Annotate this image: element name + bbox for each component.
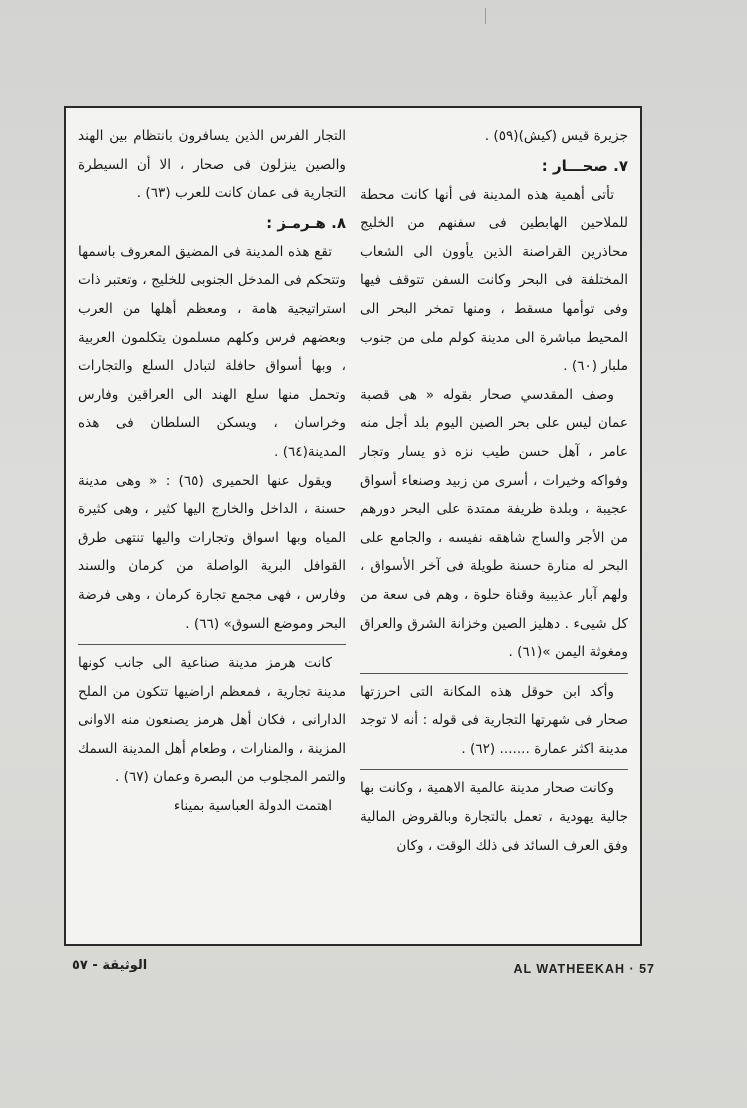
paragraph: اهتمت الدولة العباسية بميناء xyxy=(173,798,332,815)
footer-arabic-page-number: الوثيقة - ٥٧ xyxy=(72,958,148,973)
footer-latin-page-number: AL WATHEEKAH · 57 xyxy=(513,962,655,976)
paragraph: وأكد ابن حوقل هذه المكانة التى احرزتها صحار فى شهرتها التجارية فى قوله : أنه لا توجد مدينة اكثر عمارة ....... (٦٢) . xyxy=(360,683,628,757)
page-crease xyxy=(485,8,486,24)
paragraph: وصف المقدسي صحار بقوله « هى قصبة عمان ليس على بحر الصين اليوم بلد أجل منه عامر ، آهل حسن طيب نزه ذو يسار وتجار وفواكه وخيرات ، أسرى من زبيد وصنعاء أسواق عجيبة ، وبلدة ظريفة ممتدة على البحر دورهم من الأجر والساج شاهقه نفيسه ، والجامع على البحر له منارة حسنة طويلة فى آخر الأسواق ، ولهم آبار عذيبية وقناة حلوة ، وهم فى سعة من كل شيىء . دهليز الصين وخزانة الشرق والعراق ومغوثة اليمن »(٦١) . xyxy=(360,386,628,661)
paragraph: تأتى أهمية هذه المدينة فى أنها كانت محطة للملاحين الهابطين فى سفنهم من الخليج محاذرين القراصنة الذين يأوون الى الشعاب المختلفة فى البحر وكانت السفن تتوقف فيها وفى توأمها مسقط ، ومنها تمخر البحر الى المحيط مباشرة الى مدينة كولم ملى من جنوب ملبار (٦٠) . xyxy=(360,186,628,375)
paragraph: التجار الفرس الذين يسافرون بانتظام بين الهند والصين ينزلون فى صحار ، الا أن السيطرة التجارية فى عمان كانت للعرب (٦٣) . xyxy=(78,128,346,202)
left-column xyxy=(78,122,346,936)
paragraph: وكانت صحار مدينة عالمية الاهمية ، وكانت بها جالية يهودية ، تعمل بالتجارة وبالقروض المالية وفق العرف السائد فى ذلك الوقت ، وكان xyxy=(360,780,628,854)
divider xyxy=(360,769,628,770)
article-frame xyxy=(64,106,642,946)
paragraph: جزيرة قيس (كيش)(٥٩) . xyxy=(484,128,628,144)
paragraph: كانت هرمز مدينة صناعية الى جانب كونها مدينة تجارية ، فمعظم اراضيها تتكون من الملح الدارانى ، فكان أهل هرمز يصنعون منه الاوانى المزينة ، والمنارات ، وطعام أهل المدينة السمك والتمر المجلوب من البصرة وعمان (٦٧) . xyxy=(78,655,346,786)
paragraph: تقع هذه المدينة فى المضيق المعروف باسمها وتتحكم فى المدخل الجنوبى للخليج ، وتعتبر ذات استراتيجية هامة ، ومعظم أهلها من العرب وبعضهم فرس وكلهم مسلمون يتكلمون العربية ، وبها أسواق حافلة لتبادل السلع والتجارات وتحمل منها سلع الهند الى العراقين وفارس وخراسان ، ويسكن السلطان فى هذه المدينة(٦٤) . xyxy=(78,243,346,460)
divider xyxy=(78,644,346,645)
divider xyxy=(360,673,628,674)
section-heading-hormuz: ٨. هـرمـز : xyxy=(266,213,346,232)
paragraph: ويقول عنها الحميرى (٦٥) : « وهى مدينة حسنة ، الداخل والخارج اليها كثير ، وهى كثيرة المياه وبها اسواق وتجارات واليها تنتهى طرق القوافل البرية الواصلة من كرمان والسند وفارس ، فهى مجمع تجارة كرمان ، وهى فرضة البحر وموضع السوق» (٦٦) . xyxy=(78,472,346,632)
right-column xyxy=(360,122,628,936)
section-heading-sohar: ٧. صحـــار : xyxy=(541,156,628,175)
